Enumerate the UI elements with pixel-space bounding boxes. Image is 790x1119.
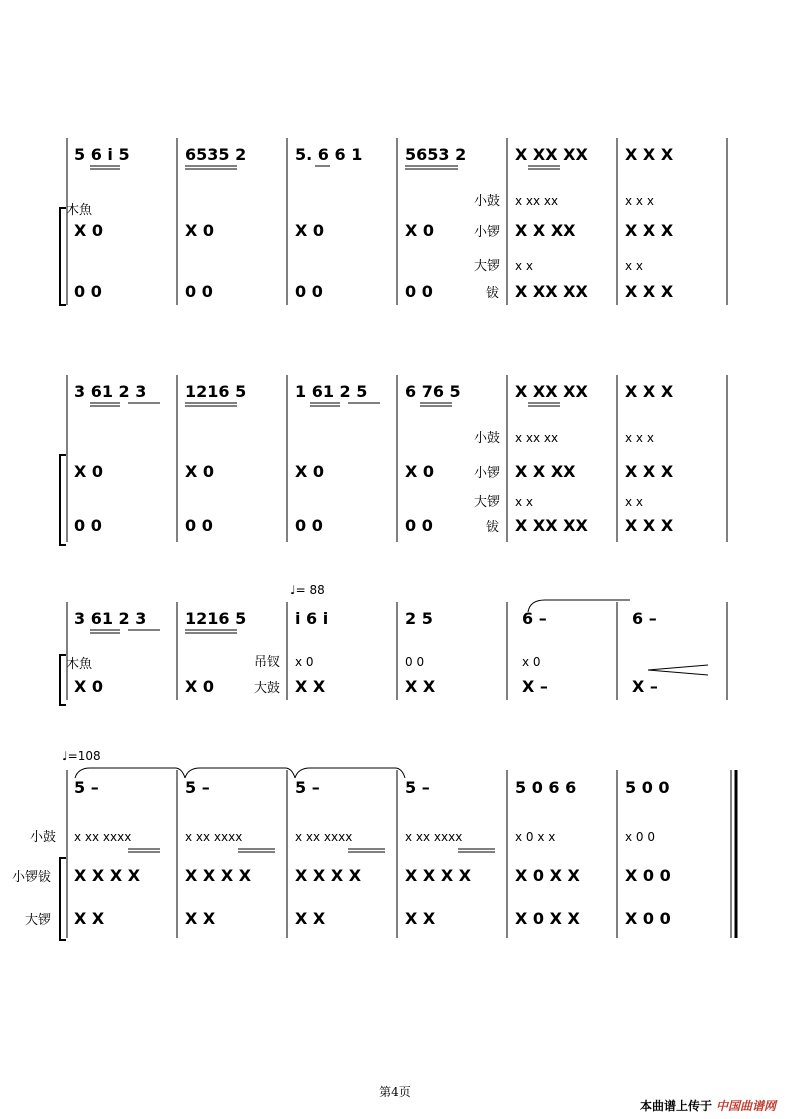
measure-6: 5 0 0	[625, 778, 670, 797]
measure-6: X X X	[625, 145, 674, 164]
measure-1: 5 –	[74, 778, 99, 797]
cymbal-m5: x 0	[522, 655, 541, 669]
label-small-gong: 小锣	[474, 466, 501, 481]
measure-6: 6 –	[632, 609, 657, 628]
cymbal-m4: 0 0	[405, 655, 425, 669]
credit-text: 本曲谱上传于	[639, 1099, 712, 1113]
measure-5: X XX XX	[515, 145, 588, 164]
measure-3: 5 –	[295, 778, 320, 797]
measure-2: 1216 5	[185, 609, 247, 628]
measure-5: 5 0 6 6	[515, 778, 577, 797]
cymbal-m3: x 0	[295, 655, 314, 669]
label-big-gong: 大锣	[474, 495, 501, 510]
woodfish-m1: X 0	[74, 462, 104, 481]
biggong-m6: X 0 0	[625, 909, 671, 928]
system-1	[60, 138, 727, 305]
measure-5: X XX XX	[515, 382, 588, 401]
label-snare: 小鼓	[30, 830, 57, 845]
measure-4: 5 –	[405, 778, 430, 797]
measure-6: X X X	[625, 382, 674, 401]
cymbal-m6: X X X	[625, 516, 674, 535]
biggong-m1: X X	[74, 909, 105, 928]
system-brace	[60, 208, 66, 305]
footer-credit	[640, 1097, 776, 1114]
melody-row	[74, 145, 674, 164]
woodfish-m4: X 0	[405, 462, 435, 481]
woodfish-m3: X 0	[295, 221, 325, 240]
woodfish-m3: X 0	[295, 462, 325, 481]
measure-2: 1216 5	[185, 382, 247, 401]
snare-m4: x xx xxxx	[405, 830, 463, 844]
snare-m5: x xx xx	[515, 194, 559, 208]
label-snare: 小鼓	[474, 194, 501, 209]
site-logo: 中国曲谱网	[715, 1099, 776, 1113]
tempo-marking: ♩=108	[62, 749, 101, 763]
cymbal-m6: X X X	[625, 282, 674, 301]
label-cymbal: 吊钗	[254, 655, 281, 670]
snare-m2: x xx xxxx	[185, 830, 243, 844]
label-big-gong: 大锣	[25, 913, 52, 928]
measure-1: 5 6 i 5	[74, 145, 130, 164]
system-2	[60, 375, 727, 545]
label-small-gong-cymbal: 小锣钹	[12, 870, 52, 885]
measure-4: 2 5	[405, 609, 433, 628]
biggong-m4: X X	[405, 909, 436, 928]
woodfish-m2: X 0	[185, 677, 215, 696]
drum-m4: X X	[405, 677, 436, 696]
label-big-drum: 大鼓	[254, 681, 281, 696]
drum-m5: X –	[522, 677, 548, 696]
gong-m6: X X X	[625, 462, 674, 481]
gong-m4: X X X X	[405, 866, 472, 885]
measure-4: 6 76 5	[405, 382, 461, 401]
bottom-m3: 0 0	[295, 282, 323, 301]
measure-3: i 6 i	[295, 609, 329, 628]
bottom-m1: 0 0	[74, 516, 102, 535]
biggong-m2: X X	[185, 909, 216, 928]
gong-m5: X 0 X X	[515, 866, 580, 885]
snare-m6: x x x	[625, 194, 654, 208]
woodfish-m4: X 0	[405, 221, 435, 240]
measure-5: 6 –	[522, 609, 547, 628]
woodfish-m1: X 0	[74, 221, 104, 240]
measure-1: 3 61 2 3	[74, 382, 147, 401]
biggong-m5: X 0 X X	[515, 909, 580, 928]
snare-m5: x xx xx	[515, 431, 559, 445]
gong-m1: X X X X	[74, 866, 141, 885]
snare-m5: x 0 x x	[515, 830, 556, 844]
gong-m3: X X X X	[295, 866, 362, 885]
label-woodfish: 木魚	[66, 657, 93, 672]
label-cymbal: 钹	[486, 286, 500, 301]
biggong-m5: x x	[515, 259, 534, 273]
system-brace	[60, 455, 66, 545]
snare-m1: x xx xxxx	[74, 830, 132, 844]
snare-m6: x x x	[625, 431, 654, 445]
gong-m2: X X X X	[185, 866, 252, 885]
biggong-m6: x x	[625, 259, 644, 273]
system-3	[60, 583, 727, 705]
system-4	[12, 749, 736, 940]
measure-4: 5653 2	[405, 145, 467, 164]
bottom-m4: 0 0	[405, 516, 433, 535]
cymbal-m5: X XX XX	[515, 516, 588, 535]
tempo-marking: ♩= 88	[290, 583, 325, 597]
label-cymbal: 钹	[486, 520, 500, 535]
gong-m6: X X X	[625, 221, 674, 240]
woodfish-m2: X 0	[185, 221, 215, 240]
woodfish-m2: X 0	[185, 462, 215, 481]
measure-3: 1 61 2 5	[295, 382, 368, 401]
gong-m5: X X XX	[515, 221, 576, 240]
snare-m6: x 0 0	[625, 830, 655, 844]
label-woodfish: 木魚	[66, 203, 93, 218]
snare-m3: x xx xxxx	[295, 830, 353, 844]
measure-1: 3 61 2 3	[74, 609, 147, 628]
page-number: 第4页	[379, 1085, 411, 1099]
gong-m5: X X XX	[515, 462, 576, 481]
gong-m6: X 0 0	[625, 866, 671, 885]
bottom-m2: 0 0	[185, 516, 213, 535]
measure-2: 5 –	[185, 778, 210, 797]
label-big-gong: 大锣	[474, 259, 501, 274]
measure-2: 6535 2	[185, 145, 247, 164]
label-small-gong: 小锣	[474, 225, 501, 240]
bottom-m4: 0 0	[405, 282, 433, 301]
drum-m3: X X	[295, 677, 326, 696]
woodfish-m1: X 0	[74, 677, 104, 696]
bottom-m3: 0 0	[295, 516, 323, 535]
label-snare: 小鼓	[474, 431, 501, 446]
drum-m6: X –	[632, 677, 658, 696]
cymbal-m5: X XX XX	[515, 282, 588, 301]
bottom-m1: 0 0	[74, 282, 102, 301]
measure-3: 5. 6 6 1	[295, 145, 363, 164]
bottom-m2: 0 0	[185, 282, 213, 301]
biggong-m5: x x	[515, 495, 534, 509]
biggong-m3: X X	[295, 909, 326, 928]
system-brace	[60, 858, 66, 940]
biggong-m6: x x	[625, 495, 644, 509]
